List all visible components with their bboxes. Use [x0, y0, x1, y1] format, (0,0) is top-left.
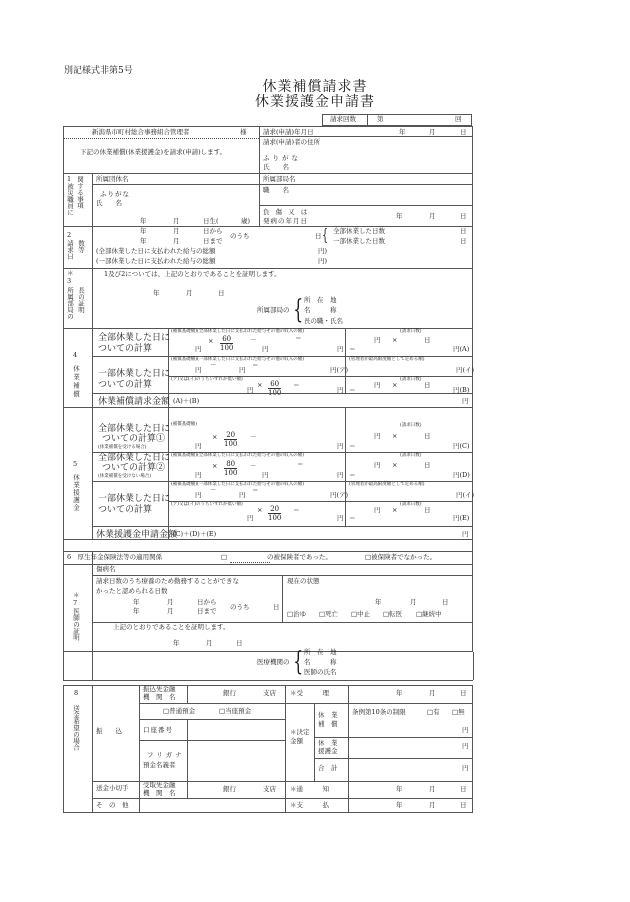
section6-insured-checkbox[interactable]: □ [221, 553, 228, 561]
claim-count-suffix: 回 [455, 115, 462, 123]
transfer-bank-label: 機 関 名 [143, 693, 176, 701]
diagnosis-label: 傷病名 [96, 565, 116, 573]
job-title-field[interactable] [310, 186, 470, 202]
receiving-branch-field[interactable] [235, 784, 260, 794]
request-statement: 下記の休業補償(休業援護金)を請求(申請)します。 [80, 148, 227, 156]
s5-total-field[interactable] [230, 529, 455, 539]
org-name-label: 所属団体名 [96, 175, 129, 183]
claim-count-label: 請求回数 [330, 115, 356, 123]
doctor-certify-text: 上記のとおりであることを証明します。 [113, 623, 230, 631]
applicant-furigana-label: ふりがな [263, 154, 301, 162]
dept-name-label: 所属部局名 [263, 175, 296, 183]
transfer-branch-field[interactable] [235, 688, 260, 698]
receiving-bank-label: 機 関 名 [143, 789, 176, 797]
applicant-address-label: 請求(申請)者の住所 [263, 138, 321, 146]
payment-label: ＊支 払 [290, 801, 329, 809]
s4-max-limit-field[interactable] [360, 366, 450, 375]
unable-period-field[interactable] [100, 598, 220, 616]
partial-leave-days-label: 一部休業した日数 [333, 237, 385, 245]
status-option-discontinued[interactable]: □中止 [351, 610, 371, 618]
diagnosis-field[interactable] [125, 565, 470, 574]
claim-period-field[interactable] [100, 228, 230, 246]
decided-total-field[interactable] [352, 763, 457, 773]
full-pay-total-field[interactable] [240, 247, 315, 256]
status-option-continuing[interactable]: □継続中 [416, 610, 442, 618]
limit-label: 条例第10条の制限 [352, 708, 406, 716]
full-leave-days-field[interactable] [400, 227, 455, 236]
employee-furigana-label: ふりがな [100, 190, 130, 198]
partial-pay-total-label: (一部休業した日に支払われた給与の総額 [96, 257, 216, 265]
job-title-label: 職 名 [263, 186, 289, 194]
dept-certify-date-field[interactable] [120, 288, 230, 298]
employee-name-label: 氏 名 [96, 199, 122, 207]
s4-total-label: 休業補償請求金額 [98, 397, 171, 407]
decided-compensation-label: 補 償 [318, 720, 338, 728]
limit-no-checkbox[interactable]: □無 [452, 708, 465, 716]
doctor-name-field[interactable] [345, 668, 470, 677]
status-date-field[interactable] [340, 598, 450, 607]
decided-relief-label: 援護金 [318, 747, 338, 755]
s4-full-result-field[interactable] [300, 344, 335, 354]
received-label: ＊受 理 [290, 689, 329, 697]
status-option-transferred[interactable]: □転医 [383, 610, 403, 618]
s4-total-field[interactable] [210, 396, 455, 406]
form-title-compensation: 休業補償請求書 [262, 79, 368, 95]
employee-birthdate-field[interactable] [100, 216, 250, 225]
partial-pay-total-field[interactable] [240, 257, 315, 266]
status-option-cured[interactable]: □治ゆ [287, 610, 307, 618]
dept-name-cert-field[interactable] [350, 306, 470, 315]
account-type-current[interactable]: □当座預金 [219, 707, 252, 715]
s4-full-income-field[interactable] [258, 338, 288, 348]
injury-date-label: 発病の年月日 [263, 217, 308, 225]
s5-calc2-base-field[interactable] [172, 463, 207, 472]
org-name-field[interactable] [140, 175, 255, 184]
money-order-label: 送金小切手 [96, 784, 129, 792]
status-option-deceased[interactable]: □死亡 [319, 610, 339, 618]
section6-label: 6 厚生年金保険法等の適用関係 [67, 553, 163, 561]
s5-amount-e-field[interactable] [360, 514, 450, 523]
other-method-label: そ の 他 [96, 801, 129, 809]
section2-label: 請求日 [66, 240, 74, 260]
decided-relief-field[interactable] [352, 741, 457, 751]
medical-location-field[interactable] [345, 648, 470, 657]
section6-not-insured-checkbox[interactable]: □被保険者でなかった。 [365, 553, 437, 561]
account-holder-field[interactable] [190, 744, 282, 778]
s4-amount-a-field[interactable] [360, 345, 450, 354]
dept-head-name-field[interactable] [350, 317, 470, 326]
section3-label: 所属部局の [66, 287, 74, 320]
section8-label: 送金希望の場合 [72, 705, 80, 751]
account-type-ordinary[interactable]: □普通預金 [163, 707, 196, 715]
form-title-relief: 休業援護金申請書 [255, 94, 375, 110]
section7-label: 医師の証明 [72, 608, 80, 641]
full-leave-days-label: 全部休業した日数 [333, 227, 385, 235]
partial-leave-days-field[interactable] [400, 237, 455, 246]
dept-location-field[interactable] [350, 296, 470, 305]
s5-max-limit-field[interactable] [360, 491, 450, 500]
s5-amount-d-field[interactable] [360, 471, 450, 480]
s5-total-label: 休業援護金申請金額 [96, 530, 178, 540]
section1-label: 被災職員に [66, 183, 74, 216]
account-number-field[interactable] [190, 722, 282, 734]
request-date-label: 請求(申請)年月日 [263, 128, 314, 136]
decided-compensation-field[interactable] [352, 724, 457, 734]
section6-insurance-name-field[interactable] [230, 553, 270, 562]
transfer-label: 振 込 [96, 727, 122, 735]
receiving-bank-field[interactable] [190, 784, 220, 794]
transfer-bank-field[interactable] [190, 688, 220, 698]
injury-date-field[interactable] [330, 208, 470, 224]
claim-count-prefix: 第 [377, 115, 384, 123]
account-holder-label: 預金名義者 [143, 761, 176, 769]
dept-certify-text: 1及び2については、上記のとおりであることを証明します。 [104, 270, 281, 278]
form-number: 別記様式非第5号 [64, 66, 133, 76]
unable-days-field[interactable] [255, 602, 271, 611]
other-method-field[interactable] [142, 800, 282, 811]
applicant-name-field[interactable] [310, 153, 470, 171]
s5-amount-c-field[interactable] [360, 442, 450, 451]
full-pay-total-label: (全部休業した日に支払われた給与の総額 [96, 247, 216, 255]
claim-days-field[interactable] [260, 230, 310, 242]
s4-full-base-field[interactable] [172, 338, 202, 348]
s5-calc1-result-field[interactable] [270, 441, 330, 450]
s5-calc1-base-field[interactable] [172, 434, 207, 443]
s4-partial-result-a-field[interactable] [265, 366, 325, 375]
applicant-address-field[interactable] [340, 138, 470, 150]
medical-name-field[interactable] [345, 658, 470, 667]
section4-label: 休業補償 [72, 365, 80, 399]
doctor-certify-date-field[interactable] [140, 638, 250, 648]
addressee-honorific: 様 [240, 128, 247, 136]
employee-name-field[interactable] [140, 188, 255, 208]
s5-partial-result-a-field[interactable] [265, 491, 325, 500]
notice-label: ＊通 知 [290, 785, 329, 793]
dept-name-field[interactable] [310, 175, 470, 184]
claim-count-field[interactable] [390, 115, 450, 125]
decided-total-label: 合 計 [318, 764, 338, 772]
limit-yes-checkbox[interactable]: □有 [427, 708, 440, 716]
s5-calc2-income-field[interactable] [258, 463, 288, 472]
addressee-name: 新潟県市町村総合事務組合管理者 [92, 128, 190, 136]
applicant-name-label: 氏 名 [263, 163, 289, 171]
account-number-label: 口座番号 [143, 726, 173, 734]
section5-label: 休業援護金 [72, 474, 80, 512]
current-status-label: 現在の状態 [287, 577, 320, 585]
